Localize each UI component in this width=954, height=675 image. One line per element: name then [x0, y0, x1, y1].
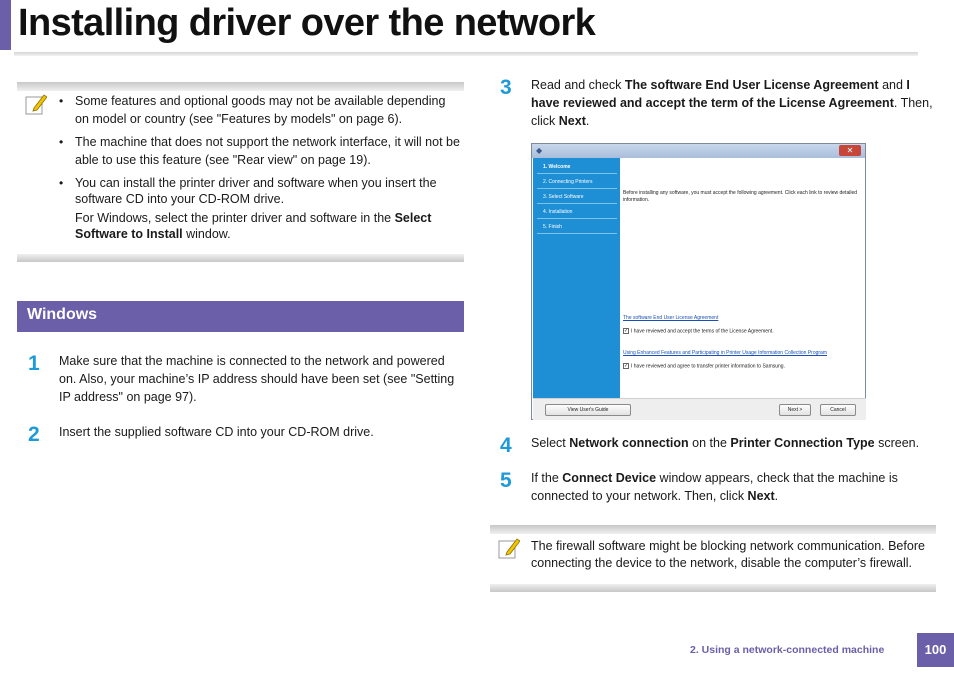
note-bullet-text: ).: [394, 112, 403, 126]
installer-step-item: 4. Installation: [537, 205, 617, 219]
installer-step-item: 3. Select Software: [537, 190, 617, 204]
bullet-dot: •: [59, 135, 64, 149]
note-bullet-3: [75, 175, 460, 207]
note-bullet-text: You can install the printer driver and software when you insert the software CD into your CD-ROM drive.: [75, 176, 437, 206]
section-label: Windows: [27, 306, 98, 323]
usage-program-link[interactable]: Using Enhanced Features and Participating in Printer Usage Information Collection Program: [623, 350, 827, 356]
note-bullet-link[interactable]: "Features by models" on page 6: [216, 112, 395, 126]
view-users-guide-button[interactable]: View User's Guide: [545, 404, 631, 416]
step-2-text: Insert the supplied software CD into your CD-ROM drive.: [59, 425, 374, 439]
installer-step-item: 1. Welcome: [537, 160, 617, 174]
note-bullet-text: Some features and optional goods may not be available depending on model or country (see: [75, 94, 446, 126]
note-bullet-1: [75, 92, 460, 128]
usage-checkbox-row[interactable]: ✓ I have reviewed and agree to transfer printer information to Samsung.: [624, 363, 785, 370]
bullet-dot: •: [59, 176, 64, 190]
installer-content: [620, 158, 865, 398]
note-bullet-text: ).: [363, 153, 371, 167]
firewall-note-text: The firewall software might be blocking network communication. Before connecting the device to the network, disable the computer’s firewall.: [531, 539, 925, 570]
note-bullet-link[interactable]: "Rear view" on page 19: [232, 153, 364, 167]
installer-step-sidebar: [533, 158, 620, 398]
page-title: Installing driver over the network: [18, 2, 596, 44]
close-icon[interactable]: ✕: [839, 145, 861, 156]
note-pencil-icon: [498, 537, 520, 559]
step-4-text: Select Network connection on the Printer Connection Type screen.: [531, 436, 920, 450]
step-number: 4: [500, 434, 512, 457]
next-button[interactable]: Next >: [779, 404, 811, 416]
page-number: 100: [917, 633, 954, 667]
note-sub-paragraph: For Windows, select the printer driver and software in the Select Software to Install window.: [75, 211, 432, 241]
note-top-rule: [17, 82, 464, 91]
footer-section-link[interactable]: 2. Using a network-connected machine: [690, 644, 885, 656]
section-header-windows: [17, 301, 464, 332]
note-bottom-rule: [490, 584, 936, 592]
title-accent-bar: [0, 0, 11, 50]
note-bullet-text: The machine that does not support the network interface, it will not be able to use this feature (see: [75, 135, 460, 167]
eula-checkbox-row[interactable]: ✓ I have reviewed and accept the terms of the License Agreement.: [624, 328, 774, 335]
installer-step-item: 2. Connecting Printers: [537, 175, 617, 189]
note-bottom-rule: [17, 254, 464, 262]
step-number: 5: [500, 469, 512, 492]
checkbox-icon[interactable]: ✓: [624, 328, 629, 334]
step-1-text: Make sure that the machine is connected to the network and powered on. Also, your machine’s IP address should have been set (see "Setting IP address" on page 97).: [59, 354, 455, 404]
note-top-rule: [490, 525, 936, 534]
note-bullet-2: [75, 133, 460, 169]
step-number: 1: [28, 352, 40, 375]
checkbox-icon[interactable]: ✓: [624, 363, 629, 369]
installer-titlebar: [532, 144, 865, 158]
app-icon: ◆: [536, 146, 543, 155]
title-divider: [14, 52, 918, 56]
installer-button-bar: [533, 398, 866, 420]
step-number: 3: [500, 76, 512, 99]
step-3-text: Read and check The software End User License Agreement and I have reviewed and accept the term of the License Agreement. Then, click Next.: [531, 78, 933, 128]
step-5-text: If the Connect Device window appears, check that the machine is connected to your network. Then, click Next.: [531, 471, 898, 503]
installer-intro-text: Before installing any software, you must accept the following agreement. Click each link to review detailed information.: [623, 190, 858, 203]
note-pencil-icon: [25, 93, 47, 115]
cancel-button[interactable]: Cancel: [820, 404, 856, 416]
bullet-dot: •: [59, 94, 64, 108]
step-number: 2: [28, 423, 40, 446]
installer-step-item: 5. Finish: [537, 220, 617, 234]
installer-window-screenshot: [531, 143, 866, 420]
eula-link[interactable]: The software End User License Agreement: [623, 315, 719, 321]
